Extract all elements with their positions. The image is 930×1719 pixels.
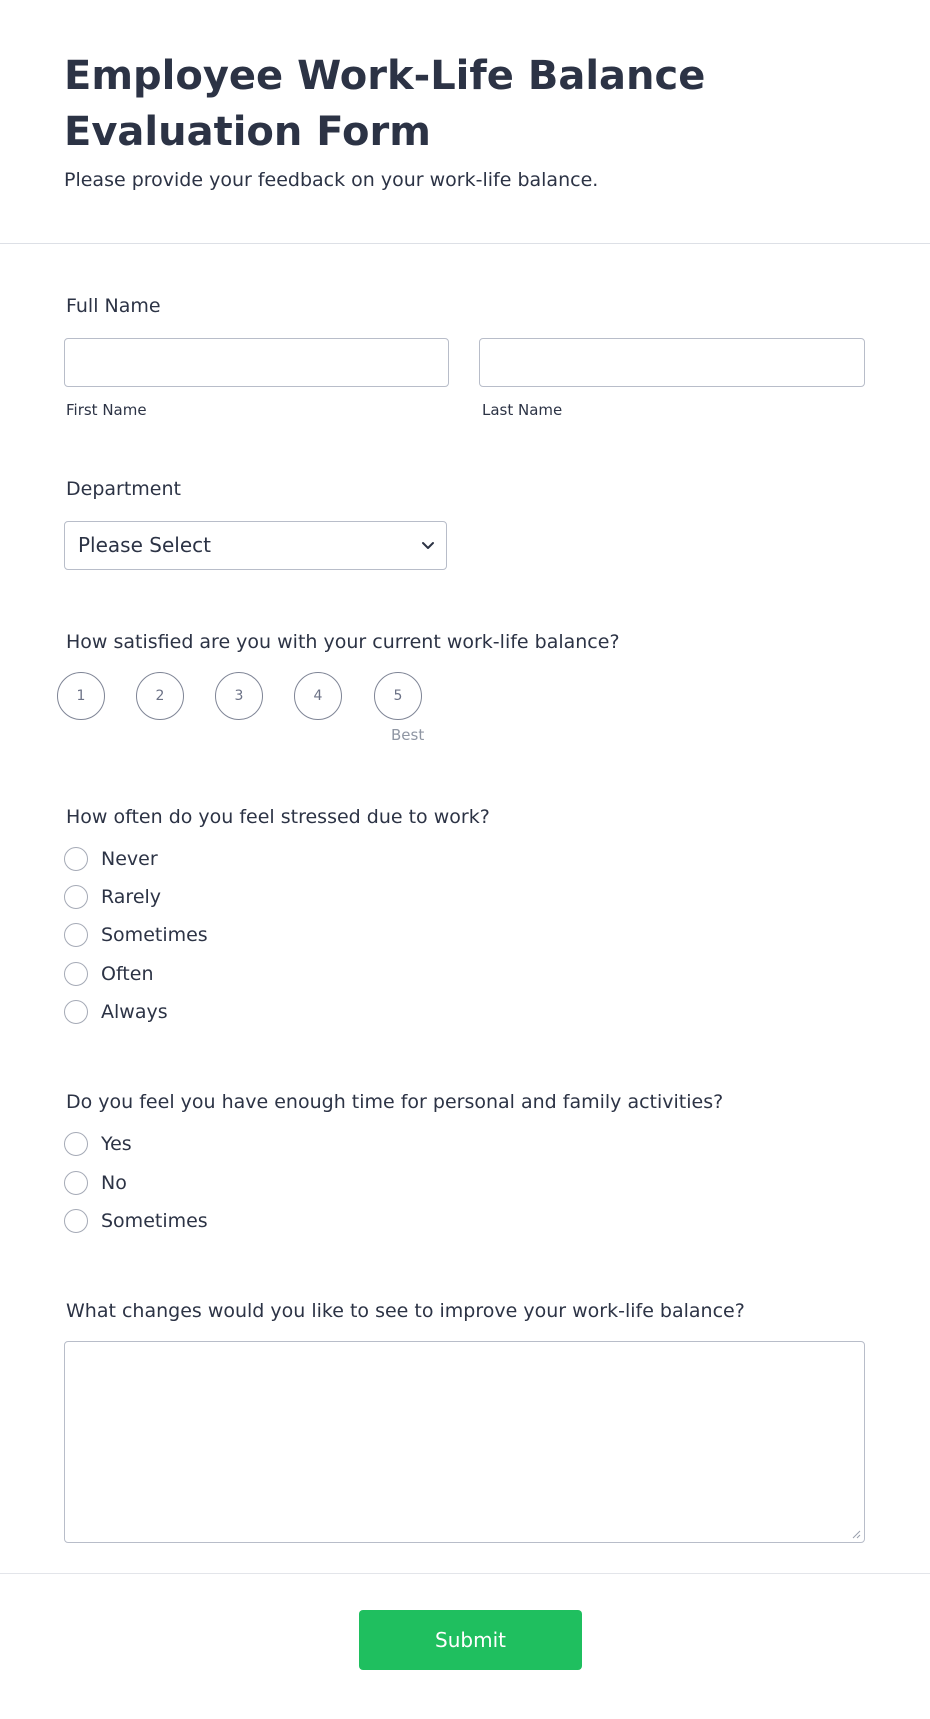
- radio-circle-icon[interactable]: [64, 885, 88, 909]
- submit-button[interactable]: Submit: [359, 1610, 582, 1670]
- radio-label: Always: [101, 1001, 168, 1023]
- radio-circle-icon[interactable]: [64, 847, 88, 871]
- radio-label: Yes: [101, 1133, 132, 1155]
- footer-divider: [0, 1573, 930, 1574]
- stress-question: How often do you feel stressed due to work?: [66, 806, 490, 828]
- first-name-sublabel: First Name: [66, 401, 147, 419]
- last-name-input[interactable]: [479, 338, 865, 387]
- chevron-down-icon: [420, 537, 436, 553]
- radio-circle-icon[interactable]: [64, 1000, 88, 1024]
- full-name-label: Full Name: [66, 295, 161, 317]
- last-name-sublabel: Last Name: [482, 401, 563, 419]
- personal-time-question: Do you feel you have enough time for personal and family activities?: [66, 1091, 724, 1113]
- rating-option-2[interactable]: 2: [136, 672, 184, 720]
- radio-circle-icon[interactable]: [64, 1209, 88, 1233]
- rating-option-4[interactable]: 4: [294, 672, 342, 720]
- radio-label: Often: [101, 963, 154, 985]
- rating-option-5[interactable]: 5: [374, 672, 422, 720]
- radio-label: Never: [101, 848, 158, 870]
- department-select[interactable]: [64, 521, 447, 570]
- rating-option-1[interactable]: 1: [57, 672, 105, 720]
- form-title: Employee Work-Life Balance Evaluation Form: [64, 53, 706, 155]
- radio-label: Sometimes: [101, 924, 208, 946]
- radio-circle-icon[interactable]: [64, 923, 88, 947]
- radio-label: Sometimes: [101, 1210, 208, 1232]
- form-header: [0, 0, 930, 244]
- radio-circle-icon[interactable]: [64, 1171, 88, 1195]
- changes-question: What changes would you like to see to improve your work-life balance?: [66, 1300, 745, 1322]
- radio-label: No: [101, 1172, 127, 1194]
- rating-best-label: Best: [391, 726, 425, 744]
- satisfaction-question: How satisfied are you with your current work-life balance?: [66, 631, 620, 653]
- radio-circle-icon[interactable]: [64, 1132, 88, 1156]
- form-subtitle: Please provide your feedback on your work-life balance.: [64, 169, 599, 191]
- radio-circle-icon[interactable]: [64, 962, 88, 986]
- changes-textarea[interactable]: [64, 1341, 865, 1543]
- rating-option-3[interactable]: 3: [215, 672, 263, 720]
- first-name-input[interactable]: [64, 338, 449, 387]
- resize-handle-icon[interactable]: [849, 1527, 861, 1539]
- radio-label: Rarely: [101, 886, 162, 908]
- department-label: Department: [66, 478, 181, 500]
- department-select-value: Please Select: [78, 533, 211, 557]
